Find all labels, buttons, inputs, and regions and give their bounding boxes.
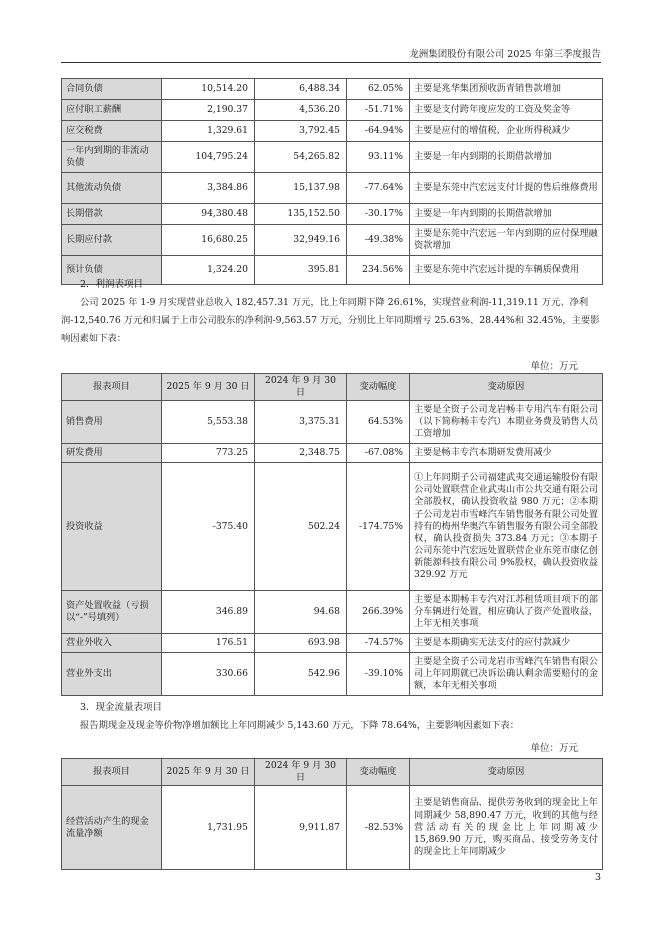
unit-label: 单位：万元 [530, 743, 578, 754]
value-2025: 3,384.86 [162, 173, 255, 204]
value-2025: 5,553.38 [162, 401, 255, 444]
change-reason: 主要是畅丰专汽本期研发费用减少 [410, 444, 603, 463]
value-2024: 3,375.31 [255, 401, 347, 444]
change-rate: -82.53% [347, 786, 410, 870]
change-rate: -49.38% [347, 225, 410, 256]
change-reason: 主要是东莞中汽宏远一年内到期的应付保理融资款增加 [410, 225, 603, 256]
table-row [62, 100, 603, 121]
balance-sheet-table [61, 78, 603, 285]
row-label: 预计负债 [62, 256, 162, 285]
value-2024: 135,152.50 [255, 204, 347, 225]
row-label: 投资收益 [62, 463, 162, 591]
income-statement-paragraph: 公司 2025 年 1-9 月实现营业总收入 182,457.31 万元，比上年同期下降 26.61%，实现营业利润-11,319.11 万元、净利润-12,540.76 万元和归属于上市公司股东的净利润-9,563.57 万元，分别比上年同期增亏 25.63%、28.44%和 32.45%，主要影响因素如下表： [61, 297, 600, 345]
change-reason: 主要是东莞中汽宏远支付计提的售后维修费用 [410, 173, 603, 204]
value-2025: 94,380.48 [162, 204, 255, 225]
cash-flow-paragraph: 报告期现金及现金等价物净增加额比上年同期减少 5,143.60 万元，下降 78.64%，主要影响因素如下表： [80, 720, 519, 731]
value-2024: 94.68 [255, 591, 347, 634]
value-2024: 502.24 [255, 463, 347, 591]
row-label: 一年内到期的非流动负债 [62, 142, 162, 173]
change-rate: -64.94% [347, 121, 410, 142]
column-header: 变动原因 [410, 759, 603, 786]
column-header: 变动幅度 [347, 759, 410, 786]
change-reason: 主要是一年内到期的长期借款增加 [410, 142, 603, 173]
table-row [62, 444, 603, 463]
value-2025: 1,329.61 [162, 121, 255, 142]
change-rate: -67.08% [347, 444, 410, 463]
value-2024: 693.98 [255, 634, 347, 653]
change-rate: 64.53% [347, 401, 410, 444]
value-2025: 176.51 [162, 634, 255, 653]
value-2025: 10,514.20 [162, 79, 255, 100]
value-2024: 6,488.34 [255, 79, 347, 100]
cash-flow-table [61, 758, 603, 870]
income-statement-table [61, 373, 603, 696]
change-rate: -74.57% [347, 634, 410, 653]
change-reason: 主要是本期畅丰专汽对江苏租赁项目项下的部分车辆进行处置，相应确认了资产处置收益，上年无相关事项 [410, 591, 603, 634]
table-header-row [62, 759, 603, 786]
row-label: 长期借款 [62, 204, 162, 225]
column-header: 2025 年 9 月 30 日 [162, 759, 255, 786]
table-row [62, 591, 603, 634]
value-2025: 104,795.24 [162, 142, 255, 173]
table-row [62, 786, 603, 870]
column-header: 变动原因 [410, 374, 603, 401]
value-2024: 4,536.20 [255, 100, 347, 121]
value-2025: 1,731.95 [162, 786, 255, 870]
column-header: 2025 年 9 月 30 日 [162, 374, 255, 401]
row-label: 其他流动负债 [62, 173, 162, 204]
table-row [62, 463, 603, 591]
table-row [62, 79, 603, 100]
value-2025: 330.66 [162, 653, 255, 696]
row-label: 销售费用 [62, 401, 162, 444]
change-rate: -77.64% [347, 173, 410, 204]
value-2024: 542.96 [255, 653, 347, 696]
change-rate: -51.71% [347, 100, 410, 121]
change-rate: 62.05% [347, 79, 410, 100]
unit-label: 单位：万元 [530, 361, 578, 372]
table-row [62, 204, 603, 225]
change-rate: -39.10% [347, 653, 410, 696]
section-title-income-statement: 2．利润表项目 [80, 279, 144, 290]
section-title-cash-flow: 3．现金流量表项目 [80, 702, 163, 713]
change-reason: 主要是全资子公司龙岩畅丰专用汽车有限公司（以下简称畅丰专汽）本期业务费及销售人员工资增加 [410, 401, 603, 444]
table-row [62, 401, 603, 444]
row-label: 研发费用 [62, 444, 162, 463]
table-row [62, 653, 603, 696]
row-label: 营业外收入 [62, 634, 162, 653]
table-row [62, 225, 603, 256]
column-header: 2024 年 9 月 30 日 [255, 374, 347, 401]
column-header: 2024 年 9 月 30 日 [255, 759, 347, 786]
value-2024: 9,911.87 [255, 786, 347, 870]
table-row [62, 173, 603, 204]
table-row [62, 634, 603, 653]
value-2025: 16,680.25 [162, 225, 255, 256]
table-row [62, 142, 603, 173]
change-reason: 主要是兆华集团预收沥青销售款增加 [410, 79, 603, 100]
row-label: 营业外支出 [62, 653, 162, 696]
value-2025: 2,190.37 [162, 100, 255, 121]
row-label: 资产处置收益（亏损以“-”号填列） [62, 591, 162, 634]
column-header: 变动幅度 [347, 374, 410, 401]
column-header: 报表项目 [62, 374, 162, 401]
value-2024: 2,348.75 [255, 444, 347, 463]
value-2024: 15,137.98 [255, 173, 347, 204]
change-reason: ①上年同期子公司福建武夷交通运输股份有限公司处置联营企业武夷山市公共交通有限公司全部股权，确认投资收益 980 万元；②本期子公司龙岩市雪峰汽车销售服务有限公司处置持有的梅州华奥汽车销售服务有限公司全部股权，确认投资损失 373.84 万元；③本期子公司东莞中汽宏远处置联营企业东莞市康亿创新能源科技有限公司 9%股权，确认投资收益 329.92 万元 [410, 463, 603, 591]
change-rate: 234.56% [347, 256, 410, 285]
change-reason: 主要是支付跨年度应发的工资及奖金等 [410, 100, 603, 121]
value-2025: 1,324.20 [162, 256, 255, 285]
change-reason: 主要是本期确实无法支付的应付款减少 [410, 634, 603, 653]
column-header: 报表项目 [62, 759, 162, 786]
change-reason: 主要是一年内到期的长期借款增加 [410, 204, 603, 225]
row-label: 应交税费 [62, 121, 162, 142]
value-2025: 346.89 [162, 591, 255, 634]
value-2025: -375.40 [162, 463, 255, 591]
row-label: 长期应付款 [62, 225, 162, 256]
change-rate: 266.39% [347, 591, 410, 634]
header-rule [61, 62, 601, 63]
table-header-row [62, 374, 603, 401]
row-label: 合同负债 [62, 79, 162, 100]
row-label: 应付职工薪酬 [62, 100, 162, 121]
page-number: 3 [594, 872, 601, 883]
value-2024: 3,792.45 [255, 121, 347, 142]
change-reason: 主要是应付的增值税、企业所得税减少 [410, 121, 603, 142]
change-reason: 主要是东莞中汽宏远计提的车辆质保费用 [410, 256, 603, 285]
row-label: 经营活动产生的现金流量净额 [62, 786, 162, 870]
value-2024: 54,265.82 [255, 142, 347, 173]
table-row [62, 121, 603, 142]
value-2024: 32,949.16 [255, 225, 347, 256]
change-rate: 93.11% [347, 142, 410, 173]
value-2024: 395.81 [255, 256, 347, 285]
change-rate: -30.17% [347, 204, 410, 225]
change-reason: 主要是全资子公司龙岩市雪峰汽车销售有限公司上年同期就已决诉讼确认剩余需要赔付的金额，本年无相关事项 [410, 653, 603, 696]
page-header: 龙洲集团股份有限公司 2025 年第三季度报告 [409, 49, 601, 60]
change-rate: -174.75% [347, 463, 410, 591]
change-reason: 主要是销售商品、提供劳务收到的现金比上年同期减少 58,890.47 万元，收到的其他与经营活动有关的现金比上年同期减少 15,869.90 万元，购买商品、接受劳务支付的现金比上年同期减少 [410, 786, 603, 870]
value-2025: 773.25 [162, 444, 255, 463]
